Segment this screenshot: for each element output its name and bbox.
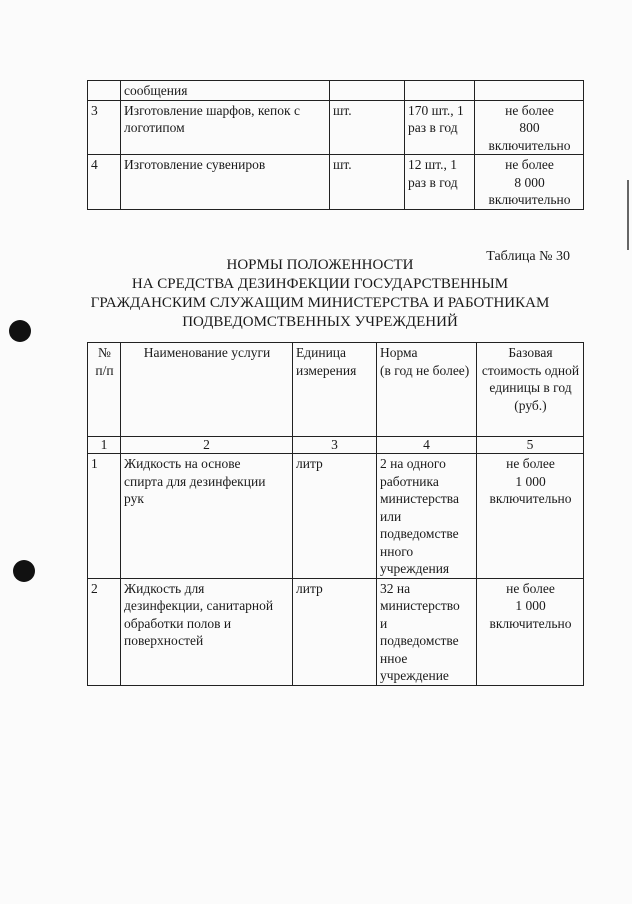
row-number-cell: 4 [88,155,121,210]
table-row [88,100,584,155]
norm-cell [405,100,475,155]
table-number: Таблица № 30 [486,249,570,264]
column-number-cell: 1 [88,437,121,454]
unit-cell [330,81,405,101]
header-text-line: № [98,345,111,360]
cell-text-line: сообщения [124,83,188,98]
previous-table-continuation [87,80,584,210]
cell-text-line: учреждение [380,668,449,683]
service-name-cell [121,155,330,210]
cell-text-line: 800 [519,120,540,135]
unit-cell: шт. [330,155,405,210]
cell-text-line: спирта для дезинфекции [124,473,266,489]
unit-cell: литр [293,454,377,579]
cell-text-line: и [380,615,388,631]
table-row [88,81,584,101]
header-row [88,343,584,437]
norm-cell [377,578,477,685]
header-text-line: единицы в год [489,380,572,395]
cell-text-line: работника [380,473,439,489]
cell-text-line: 12 шт., 1 [408,157,458,172]
service-name-cell [121,454,293,579]
row-number-cell: 3 [88,100,121,155]
cell-text-line: 32 на [380,580,411,596]
cell-text-line: подведомстве [380,526,459,541]
cell-text-line: обработки полов и [124,615,232,631]
cost-cell [477,454,584,579]
column-number-cell: 5 [477,437,584,454]
cell-text-line: раз в год [408,120,458,135]
title-line: ПОДВЕДОМСТВЕННЫХ УЧРЕЖДЕНИЙ [182,314,458,330]
cell-text-line: нное [380,650,408,666]
binder-hole-mark [9,320,31,342]
table-row [88,578,584,685]
cell-text-line: Изготовление шарфов, кепок с [124,102,300,118]
cell-text-line: министерство [380,598,460,613]
title-line: НОРМЫ ПОЛОЖЕННОСТИ [226,257,414,273]
title-line: ГРАЖДАНСКИМ СЛУЖАЩИМ МИНИСТЕРСТВА И РАБОТНИКАМ [90,295,550,311]
header-text-line: Норма [380,345,418,360]
service-name-cell [121,578,293,685]
cell-text-line: не более [506,580,555,596]
cell-text-line: включительно [488,137,571,153]
header-base-cost [477,343,584,437]
cell-text-line: Жидкость на основе [124,456,241,471]
column-number-cell: 4 [377,437,477,454]
cell-text-line: не более [506,456,555,471]
cell-text-line: или [380,508,402,524]
header-service-name [121,343,293,437]
table-title [60,256,580,332]
title-line: НА СРЕДСТВА ДЕЗИНФЕКЦИИ ГОСУДАРСТВЕННЫМ [131,276,509,292]
service-name-cell [121,100,330,155]
header-text-line: Единица [296,345,347,360]
binder-hole-mark [13,560,35,582]
cell-text-line: 8 000 [514,174,545,190]
column-number-cell: 2 [121,437,293,454]
unit-cell: литр [293,578,377,685]
cell-text-line: рук [124,491,144,506]
cell-text-line: 2 на одного [380,456,446,471]
column-number-row [88,437,584,454]
cost-cell [475,155,584,210]
cell-text-line: дезинфекции, санитарной [124,598,274,613]
cell-text-line: раз в год [408,174,458,190]
header-text-line: (в год не более) [380,362,470,378]
cell-text-line: 1 000 [515,473,546,489]
cell-text-line: 170 шт., 1 [408,102,464,118]
header-norm [377,343,477,437]
cost-cell [477,578,584,685]
cost-cell [475,81,584,101]
disinfection-norms-table [87,342,584,686]
cell-text-line: 1 000 [515,598,546,613]
header-unit [293,343,377,437]
column-number-cell: 3 [293,437,377,454]
cell-text-line: нного [380,543,414,559]
cell-text-line: включительно [489,491,572,506]
norm-cell [405,81,475,101]
header-text-line: Базовая [508,345,553,360]
cell-text-line: не более [505,157,554,172]
header-number [88,343,121,437]
cell-text-line: поверхностей [124,633,204,648]
cell-text-line: включительно [488,192,571,207]
cost-cell [475,100,584,155]
header-text-line: Наименование услуги [143,345,271,360]
cell-text-line: Жидкость для [124,580,205,596]
cell-text-line: не более [505,102,554,118]
header-text-line: стоимость одной [481,362,580,378]
table-row [88,454,584,579]
norm-cell [377,454,477,579]
cell-text-line: включительно [489,615,572,631]
header-text-line: измерения [296,362,357,378]
header-text-line: (руб.) [514,397,547,413]
row-number-cell: 2 [88,578,121,685]
service-name-cell [121,81,330,101]
cell-text-line: министерства [380,491,459,506]
table-row [88,155,584,210]
row-number-cell [88,81,121,101]
cell-text-line: учреждения [380,561,450,576]
scan-edge-mark [627,180,629,250]
cell-text-line: логотипом [124,120,185,135]
header-text-line: п/п [95,362,114,378]
unit-cell: шт. [330,100,405,155]
norm-cell [405,155,475,210]
row-number-cell: 1 [88,454,121,579]
cell-text-line: подведомстве [380,633,459,648]
cell-text-line: Изготовление сувениров [124,157,266,172]
